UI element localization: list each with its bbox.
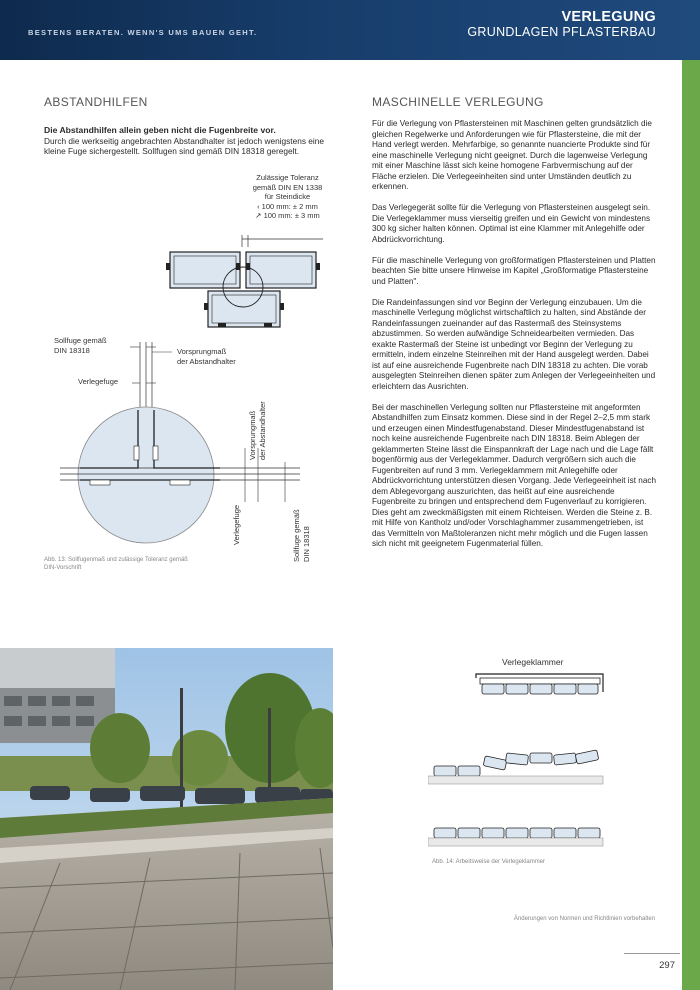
- tolerance-line-2: gemäß DIN EN 1338: [252, 182, 323, 192]
- intro-text: Durch die werkseitig angebrachten Abstandhalter ist jedoch wenigstens eine kleine Fuge sichergestellt. Sollfugen sind gemäß DIN 18318 geregelt.: [44, 135, 324, 156]
- verlegefuge-label: Verlegefuge: [78, 377, 119, 386]
- paragraph-4: Die Randeinfassungen sind vor Beginn der Verlegung einzubauen. Um die maschinelle Verlegung möglichst wirtschaftlich zu halten, sind Abstände der Randeinfassungen zueinander auf das Rastermaß des Steinsystems abzustimmen. So werden aufwändige Schneidearbeiten vermieden. Das exakte Rastermaß der Steine ist unbedingt vor Beginn der Verlegung zu ermitteln, indem einzelne Steinreihen mit der Hand ausgelegt werden. Dabei ist auf eine ausreichende Fugenbreite nach DIN 18318 zu achten. Die vorab ausgelegten Steinreihen dienen später zum Anlegen der Verlegeeinheiten und erleichtern das Ausrichten.: [372, 297, 656, 391]
- vert-verlegefuge-label: Verlegefuge: [232, 504, 241, 545]
- stone-right: [246, 252, 316, 288]
- page-header: [0, 0, 700, 60]
- side-accent-bar: [682, 60, 700, 990]
- tolerance-line-4: ‹ 100 mm: ± 2 mm: [257, 201, 318, 211]
- changes-note: Änderungen von Normen und Richtlinien vorbehalten: [513, 916, 655, 922]
- section-title-abstandhilfen: ABSTANDHILFEN: [44, 95, 148, 109]
- tolerance-line-5: ↗ 100 mm: ± 3 mm: [255, 211, 320, 220]
- figure-14-caption: Abb. 14: Arbeitsweise der Verlegeklammer: [432, 859, 546, 865]
- verlegeklammer-diagram: [428, 670, 613, 855]
- vert-sollfuge-line-2: DIN 18318: [301, 526, 311, 562]
- paved-plaza-photo: [0, 648, 333, 990]
- laid-stones: [434, 828, 600, 838]
- vert-vorsprung-line-1: Vorsprungmaß: [248, 410, 257, 460]
- chapter-title: VERLEGUNG: [561, 9, 656, 25]
- paragraph-1: Für die Verlegung von Pflastersteinen mit Maschinen gelten grundsätzlich die gleichen Regelwerke und Anforderungen wie für Pflastersteine, die mit der Hand verlegt werden. Mehrfarbige, so genannte nuancierte Produkte sind für eine maschinelle Verlegung nicht geeignet. Durch die lagenweise Verlegung mit einer Maschine lässt sich keine homogene Farbvermischung auf der Fläche erzielen. Die Verlegeeinheiten sind unter Umständen deutlich zu erkennen.: [372, 119, 652, 191]
- paragraph-3: Für die maschinelle Verlegung von großformatigen Pflastersteinen und Platten beachten Sie bitte unsere Hinweise im Kapitel „Großformatige Pflastersteine und Platten".: [372, 255, 656, 286]
- fig13-caption-line-1: Abb. 13: Sollfugenmaß und zulässige Toleranz gemäß: [44, 557, 188, 563]
- tolerance-line-3: für Steindicke: [264, 192, 311, 201]
- chapter-subtitle: GRUNDLAGEN PFLASTERBAU: [467, 25, 656, 39]
- vert-vorsprung-label: [248, 401, 267, 460]
- maschinelle-verlegung-text: [372, 119, 658, 560]
- paragraph-5: Bei der maschinellen Verlegung sollten nur Pflastersteine mit angeformten Abstandhilfen zum Einsatz kommen. Diese sind in der Regel 2–2,5 mm stark und erzeugen einen Mindestfugenabstand. Dieser Mindestfugenabstand ist noch keine ausreichende Fugenbreite nach DIN 18318. Beim Ablegen der geklammerten Steine lässt die Einspannkraft der Lage nach und die Lage fällt bogenförmig aus der Verlegeklammer. Dadurch vergrößern sich auch die Fugenbreiten auf rund 3 mm. Verlegeklammern mit Anlegehilfe oder Abdrückvorrichtung unterstützen diesen Vorgang. Jede Verlegeeinheit ist nach dem Ablegevorgang auszurichten, das heißt auf eine ausreichende Fugenbreite zu bringen und entsprechend dem Fugenverlauf zu korrigieren. Dies geht am zweckmäßigsten mit einem Richteisen. Werden die Steine z. B. mit Hilfe von Kantholz und/oder Vorschlaghammer zusammengetrieben, ist das Vermitteln von Maßtoleranzen nicht mehr möglich und die Fugen lassen sich nicht mit geeignetem Fugenmaterial füllen.: [372, 402, 657, 548]
- stone-bottom: [208, 291, 280, 327]
- header-slogan: BESTENS BERATEN. WENN'S UMS BAUEN GEHT.: [28, 28, 258, 37]
- stone-tolerance-diagram: [160, 225, 330, 330]
- vert-vorsprung-line-2: der Abstandhalter: [257, 401, 267, 460]
- verlegeklammer-label: Verlegeklammer: [502, 657, 564, 667]
- vert-sollfuge-label: [292, 509, 311, 562]
- vorsprung-line-2: der Abstandhalter: [177, 356, 236, 366]
- vert-sollfuge-line-1: Sollfuge gemäß: [292, 509, 301, 562]
- tolerance-line-1: Zulässige Toleranz: [256, 173, 319, 182]
- falling-stones: [434, 750, 599, 776]
- fig13-caption-line-2: DIN-Vorschrift: [44, 565, 82, 571]
- tolerance-label: [240, 173, 335, 221]
- clamped-stones: [482, 684, 598, 694]
- joint-detail-diagram: [60, 338, 320, 560]
- section-title-maschinelle-verlegung: MASCHINELLE VERLEGUNG: [372, 95, 544, 109]
- sollfuge-line-2: DIN 18318: [54, 345, 90, 355]
- chapter-heading: [467, 9, 656, 40]
- stone-left: [170, 252, 240, 288]
- detail-circle-large: [78, 407, 214, 543]
- page-number: 297: [659, 960, 675, 971]
- paragraph-2: Das Verlegegerät sollte für die Verlegung von Pflastersteinen ausgelegt sein. Die Verlegeklammer muss vierseitig greifen und ein Gewicht von mindestens 300 kg sicher halten können. Optimal ist eine Klammer mit Anlegehilfe oder Abdrückvorrichtung.: [372, 203, 651, 244]
- page-number-rule: [624, 953, 680, 954]
- vorsprung-line-1: Vorsprungmaß: [177, 347, 227, 356]
- intro-bold: Die Abstandhilfen allein geben nicht die Fugenbreite vor.: [44, 125, 276, 135]
- figure-13-caption: [44, 556, 188, 572]
- abstandhilfen-intro: [44, 125, 324, 157]
- sollfuge-line-1: Sollfuge gemäß: [54, 336, 107, 345]
